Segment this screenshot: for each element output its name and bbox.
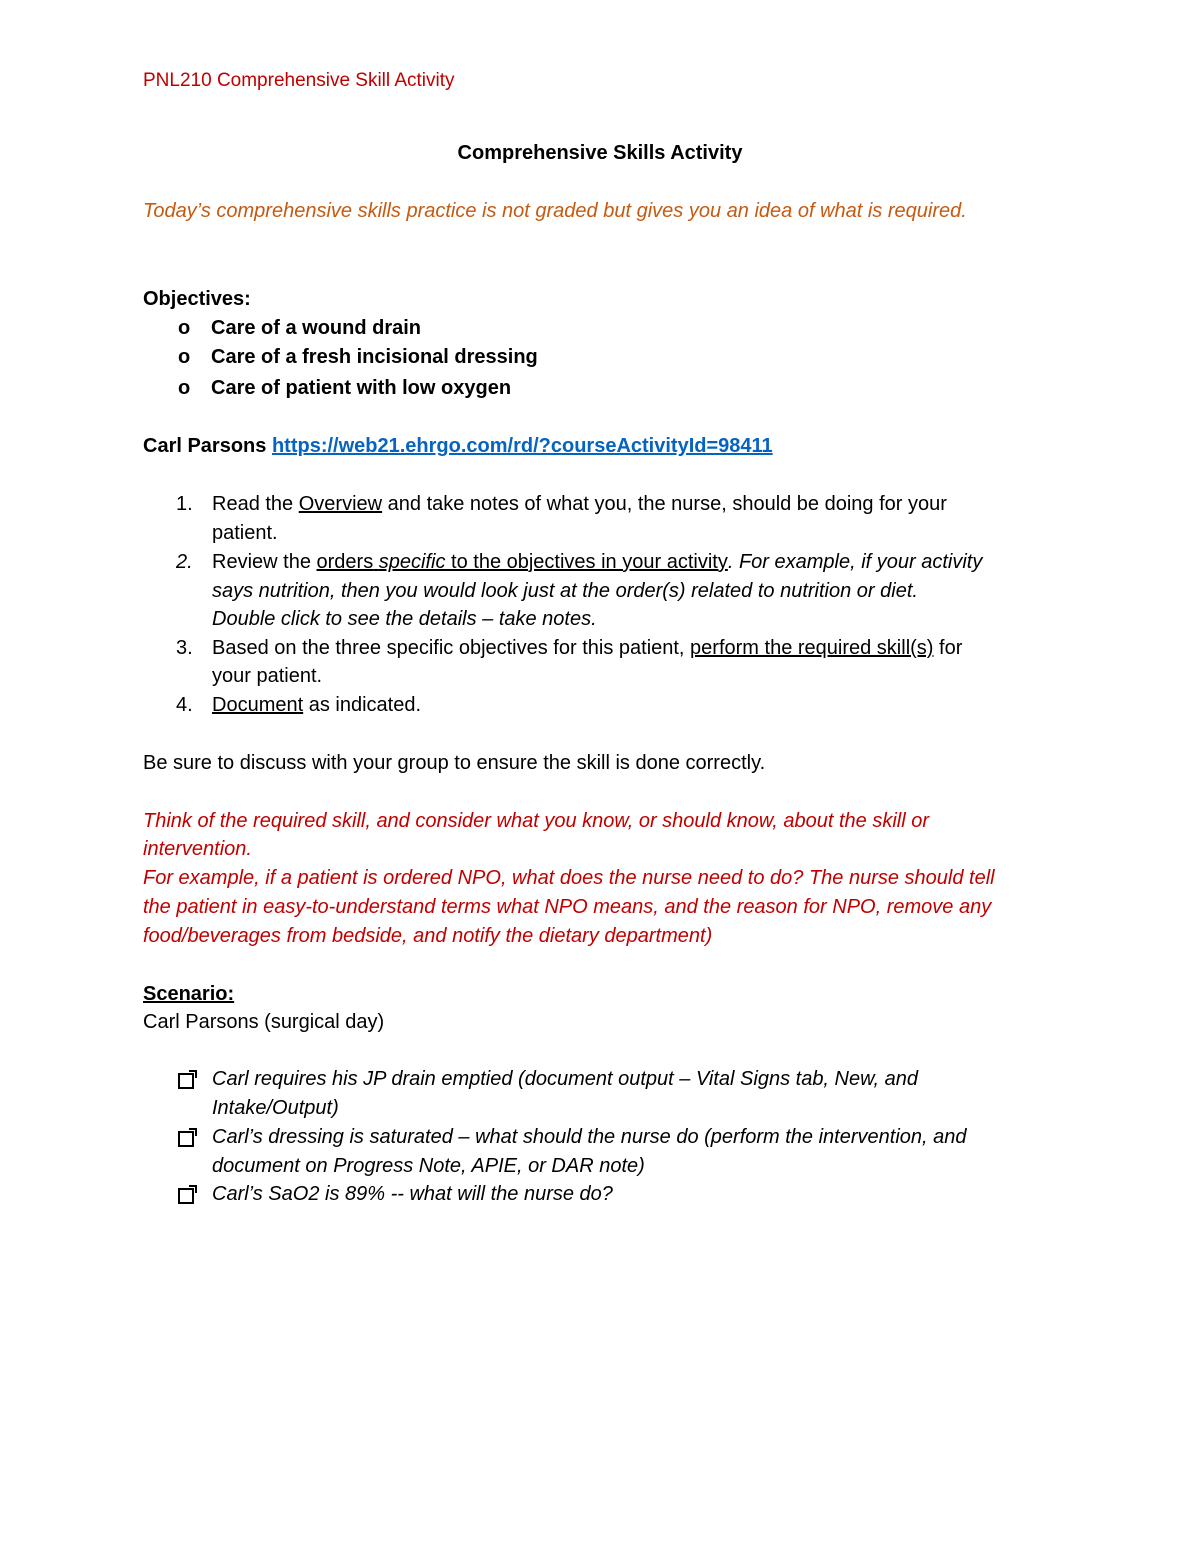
objective-item xyxy=(143,377,511,400)
step-number: 1. xyxy=(176,493,193,515)
checkbox-icon[interactable] xyxy=(178,1188,194,1204)
scenario-heading: Scenario: xyxy=(143,983,235,1005)
document-term: Document xyxy=(212,694,304,716)
objective-item xyxy=(143,317,421,340)
think-note-line: the patient in easy-to-understand terms what NPO means, and the reason for NPO, remove any xyxy=(143,896,992,918)
objective-label: Care of patient with low oxygen xyxy=(211,377,512,399)
step-4-line-1: Document as indicated. xyxy=(212,694,422,716)
step-2-line-2: says nutrition, then you would look just at the order(s) related to nutrition or diet. xyxy=(212,580,918,602)
perform-skill-term: perform the required skill(s) xyxy=(690,637,934,659)
step-1-line-2: patient. xyxy=(212,522,278,544)
task-1-line-1: Carl requires his JP drain emptied (document output – Vital Signs tab, New, and xyxy=(212,1068,918,1090)
step-2-line-1: Review the orders specific to the objectives in your activity. For example, if your activity xyxy=(212,551,983,573)
document-title: Comprehensive Skills Activity xyxy=(457,142,743,164)
objective-item xyxy=(143,346,538,369)
scenario-subtitle: Carl Parsons (surgical day) xyxy=(143,1011,385,1033)
orders-term: orders specific to the objectives in your activity xyxy=(316,551,728,573)
think-note-line: For example, if a patient is ordered NPO, what does the nurse need to do? The nurse should tell xyxy=(143,867,995,889)
checkbox-icon[interactable] xyxy=(178,1131,194,1147)
step-1-line-1: Read the Overview and take notes of what you, the nurse, should be doing for your xyxy=(212,493,947,515)
objectives-heading: Objectives: xyxy=(143,288,251,310)
step-2-line-3: Double click to see the details – take notes. xyxy=(212,608,597,630)
overview-term: Overview xyxy=(298,493,383,515)
step-number: 2. xyxy=(176,551,193,573)
task-2-line-1: Carl’s dressing is saturated – what should the nurse do (perform the intervention, and xyxy=(212,1126,967,1148)
intro-note: Today’s comprehensive skills practice is not graded but gives you an idea of what is required. xyxy=(143,200,967,222)
step-number: 4. xyxy=(176,694,193,716)
objective-label: Care of a fresh incisional dressing xyxy=(211,346,538,368)
bullet-icon: o xyxy=(178,346,191,368)
patient-name: Carl Parsons xyxy=(143,435,267,457)
checkbox-icon[interactable] xyxy=(178,1073,194,1089)
think-note-line: Think of the required skill, and consider what you know, or should know, about the skill or xyxy=(143,810,929,832)
objective-label: Care of a wound drain xyxy=(211,317,422,339)
think-note-line: food/beverages from bedside, and notify the dietary department) xyxy=(143,925,713,947)
bullet-icon: o xyxy=(178,377,191,399)
task-2-line-2: document on Progress Note, APIE, or DAR note) xyxy=(212,1155,645,1177)
step-3-line-2: your patient. xyxy=(212,665,323,687)
bullet-icon: o xyxy=(178,317,191,339)
step-3-line-1: Based on the three specific objectives for this patient, perform the required skill(s) for xyxy=(212,637,963,659)
step-number: 3. xyxy=(176,637,193,659)
think-note-line: intervention. xyxy=(143,838,252,860)
ehr-activity-link[interactable]: https://web21.ehrgo.com/rd/?courseActivityId=98411 xyxy=(271,435,773,457)
task-3-line-1: Carl’s SaO2 is 89% -- what will the nurse do? xyxy=(212,1183,613,1205)
task-1-line-2: Intake/Output) xyxy=(212,1097,339,1119)
patient-link-line xyxy=(143,435,773,458)
page-header: PNL210 Comprehensive Skill Activity xyxy=(143,70,455,91)
group-note: Be sure to discuss with your group to ensure the skill is done correctly. xyxy=(143,752,766,774)
